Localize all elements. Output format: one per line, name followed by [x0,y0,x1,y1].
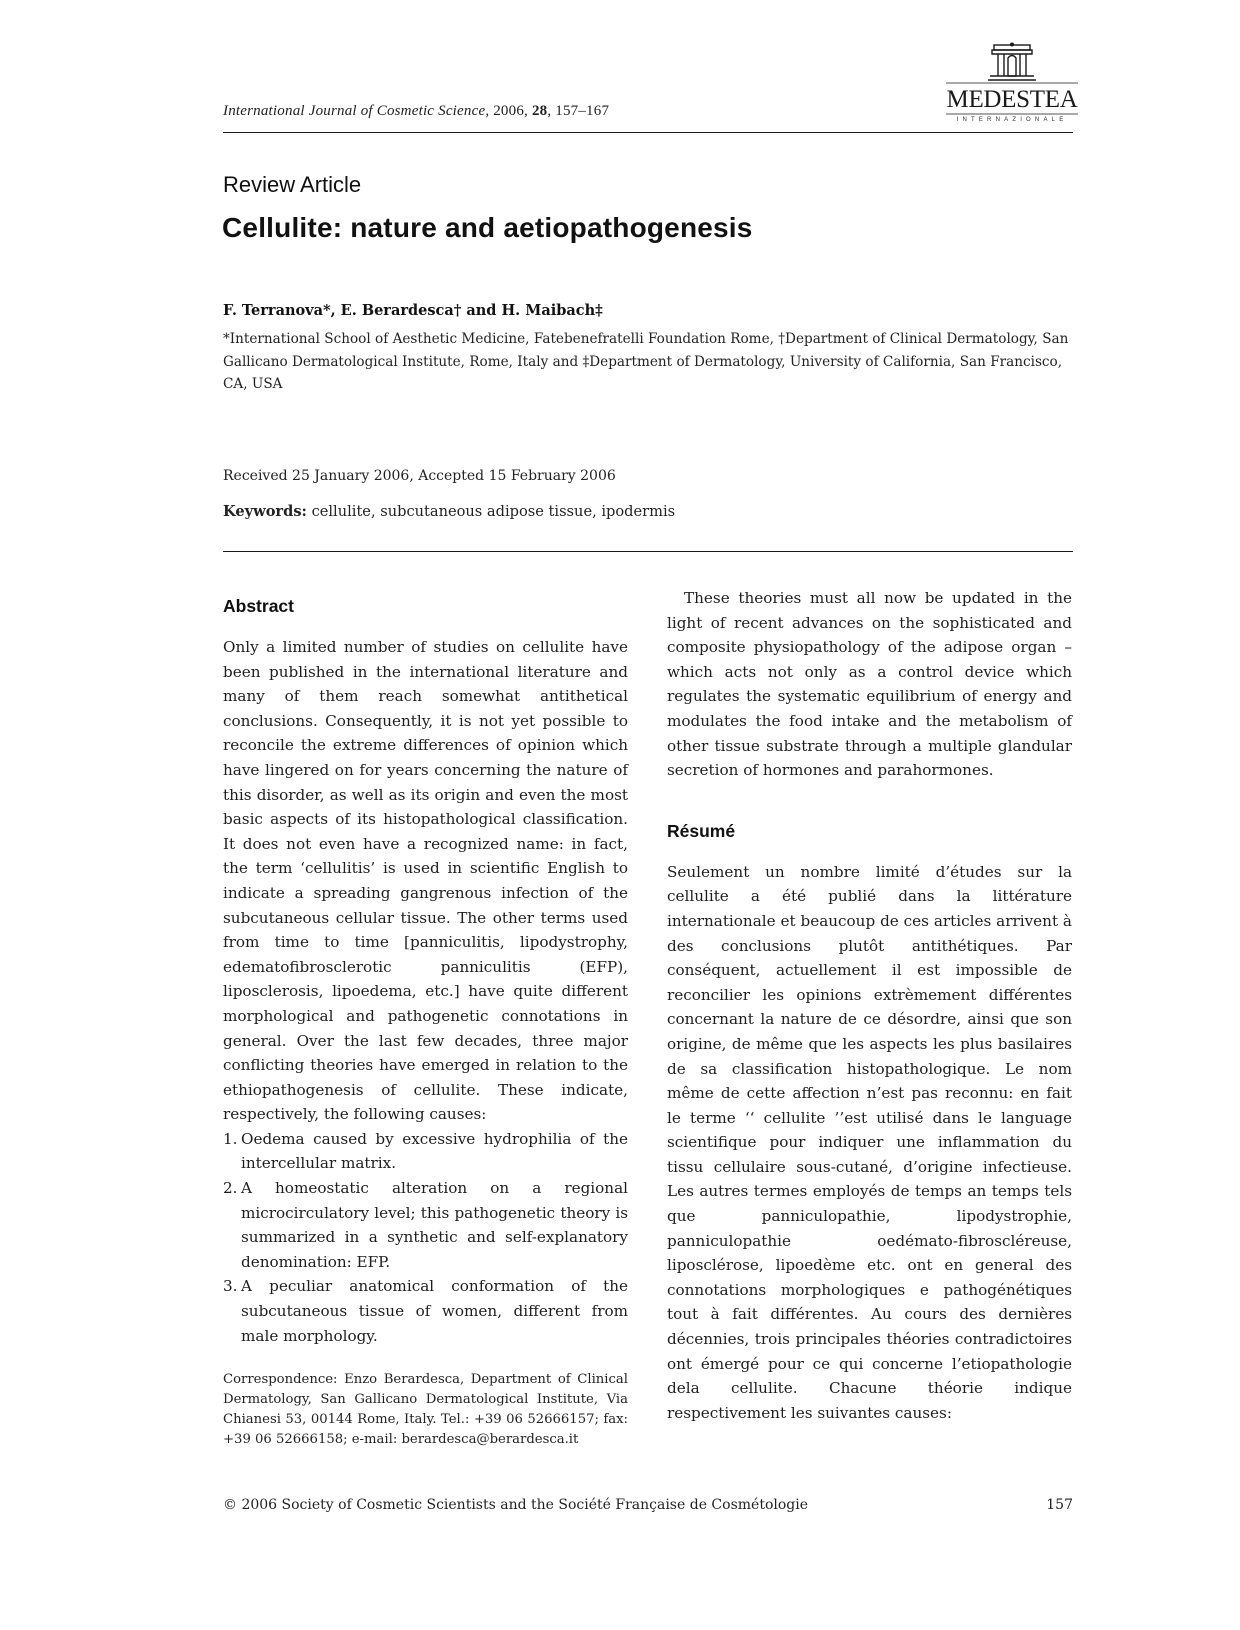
abstract-continuation: These theories must all now be updated in the light of recent advances on the sophisticated and composite physiopathology of the adipose organ – which acts not only as a control device which regulates the systematic equilibrium of energy and modulates the food intake and the metabolism of other tissue substrate through a multiple glandular secretion of hormones and parahormones. [667,589,1072,780]
keywords-rule [223,551,1073,552]
left-column [223,596,628,1450]
article-title: Cellulite: nature and aetiopathogenesis [222,212,753,243]
list-item: 2. A homeostatic alteration on a regional microcirculatory level; this pathogenetic theory is summarized in a synthetic and self-explanatory denomination: EFP. [223,1179,628,1271]
header-rule [223,132,1073,133]
keywords-list: cellulite, subcutaneous adipose tissue, ipodermis [311,503,676,520]
journal-year: 2006, [493,103,528,119]
list-item: 3. A peculiar anatomical conformation of the subcutaneous tissue of women, different from male morphology. [223,1277,628,1345]
received-dates: Received 25 January 2006, Accepted 15 February 2006 [223,468,616,484]
causes-list [223,1127,628,1348]
authors: F. Terranova*, E. Berardesca† and H. Maibach‡ [223,302,603,319]
right-column [667,586,1072,1425]
resume-heading: Résumé [667,820,736,841]
copyright-footer: © 2006 Society of Cosmetic Scientists and the Société Française de Cosmétologie [223,1497,808,1513]
abstract-paragraph: Only a limited number of studies on cellulite have been published in the international literature and many of them reach somewhat antithetical conclusions. Consequently, it is not yet possible to reconcile the extreme differences of opinion which have lingered on for years concerning the nature of this disorder, as well as its origin and even the most basic aspects of its histopathological classification. It does not even have a recognized name: in fact, the term ‘cellulitis’ is used in scientific English to indicate a spreading gangrenous infection of the subcutaneous cellular tissue. The other terms used from time to time [panniculitis, lipodystrophy, edematofibrosclerotic panniculitis (EFP), liposclerosis, lipoedema, etc.] have quite different morphological and pathogenetic connotations in general. Over the last few decades, three major conflicting theories have emerged in relation to the ethiopathogenesis of cellulite. These indicate, respectively, the following causes: [223,638,628,1124]
journal-name: International Journal of Cosmetic Science [223,103,486,119]
journal-pages: 157–167 [555,103,610,119]
correspondence-note: Correspondence: Enzo Berardesca, Department of Clinical Dermatology, San Gallicano Dermatological Institute, Via Chianesi 53, 00144 Rome, Italy. Tel.: +39 06 52666157; fax: +39 06 52666158; e-mail: berardesca@berardesca.it [223,1372,628,1448]
keywords [223,503,675,520]
page-number: 157 [1046,1497,1073,1513]
keywords-label: Keywords: [223,503,307,520]
publisher-logo-name: MEDESTEA [946,86,1078,113]
list-item: 1. Oedema caused by excessive hydrophilia of the intercellular matrix. [223,1129,628,1173]
journal-volume: 28 [531,103,548,119]
article-type: Review Article [223,172,362,197]
resume-paragraph: Seulement un nombre limité d’études sur la cellulite a été publié dans la littérature internationale et beaucoup de ces articles arrivent à des conclusions plutôt antithétiques. Par conséquent, actuellement il est impossible de reconcilier les opinions extrèmement différentes concernant la nature de ce désordre, ainsi que son origine, de même que les aspects les plus basilaires de sa classification histopathologique. Le nom même de cette affection n’est pas reconnu: en fait le terme ‘‘ cellulite ’’est utilisé dans le language scientifique pour indiquer une inflammation du tissu cellulaire sous-cutané, d’origine infectieuse. Les autres termes employés de temps an temps tels que panniculopathie, lipodystrophie, panniculopathie oedémato-fibroscléreuse, liposclérose, lipoedème etc. ont en general des connotations morphologiques e pathogénétiques tout à fait différentes. Au cours des dernières décennies, trois principales théories contradictoires ont émergé pour ce qui concerne l’etiopathologie dela cellulite. Chacune théorie indique respectivement les suivantes causes: [667,862,1072,1422]
abstract-heading: Abstract [223,596,294,616]
affiliations: *International School of Aesthetic Medicine, Fatebenefratelli Foundation Rome, †Department of Clinical Dermatology, San Gallicano Dermatological Institute, Rome, Italy and ‡Department of Dermatology, University of California, San Francisco, CA, USA [223,331,1069,393]
running-head: International Journal of Cosmetic Science, 2006, 28, 157–167 [223,103,610,119]
publisher-logo-subtitle: INTERNAZIONALE [956,117,1068,123]
